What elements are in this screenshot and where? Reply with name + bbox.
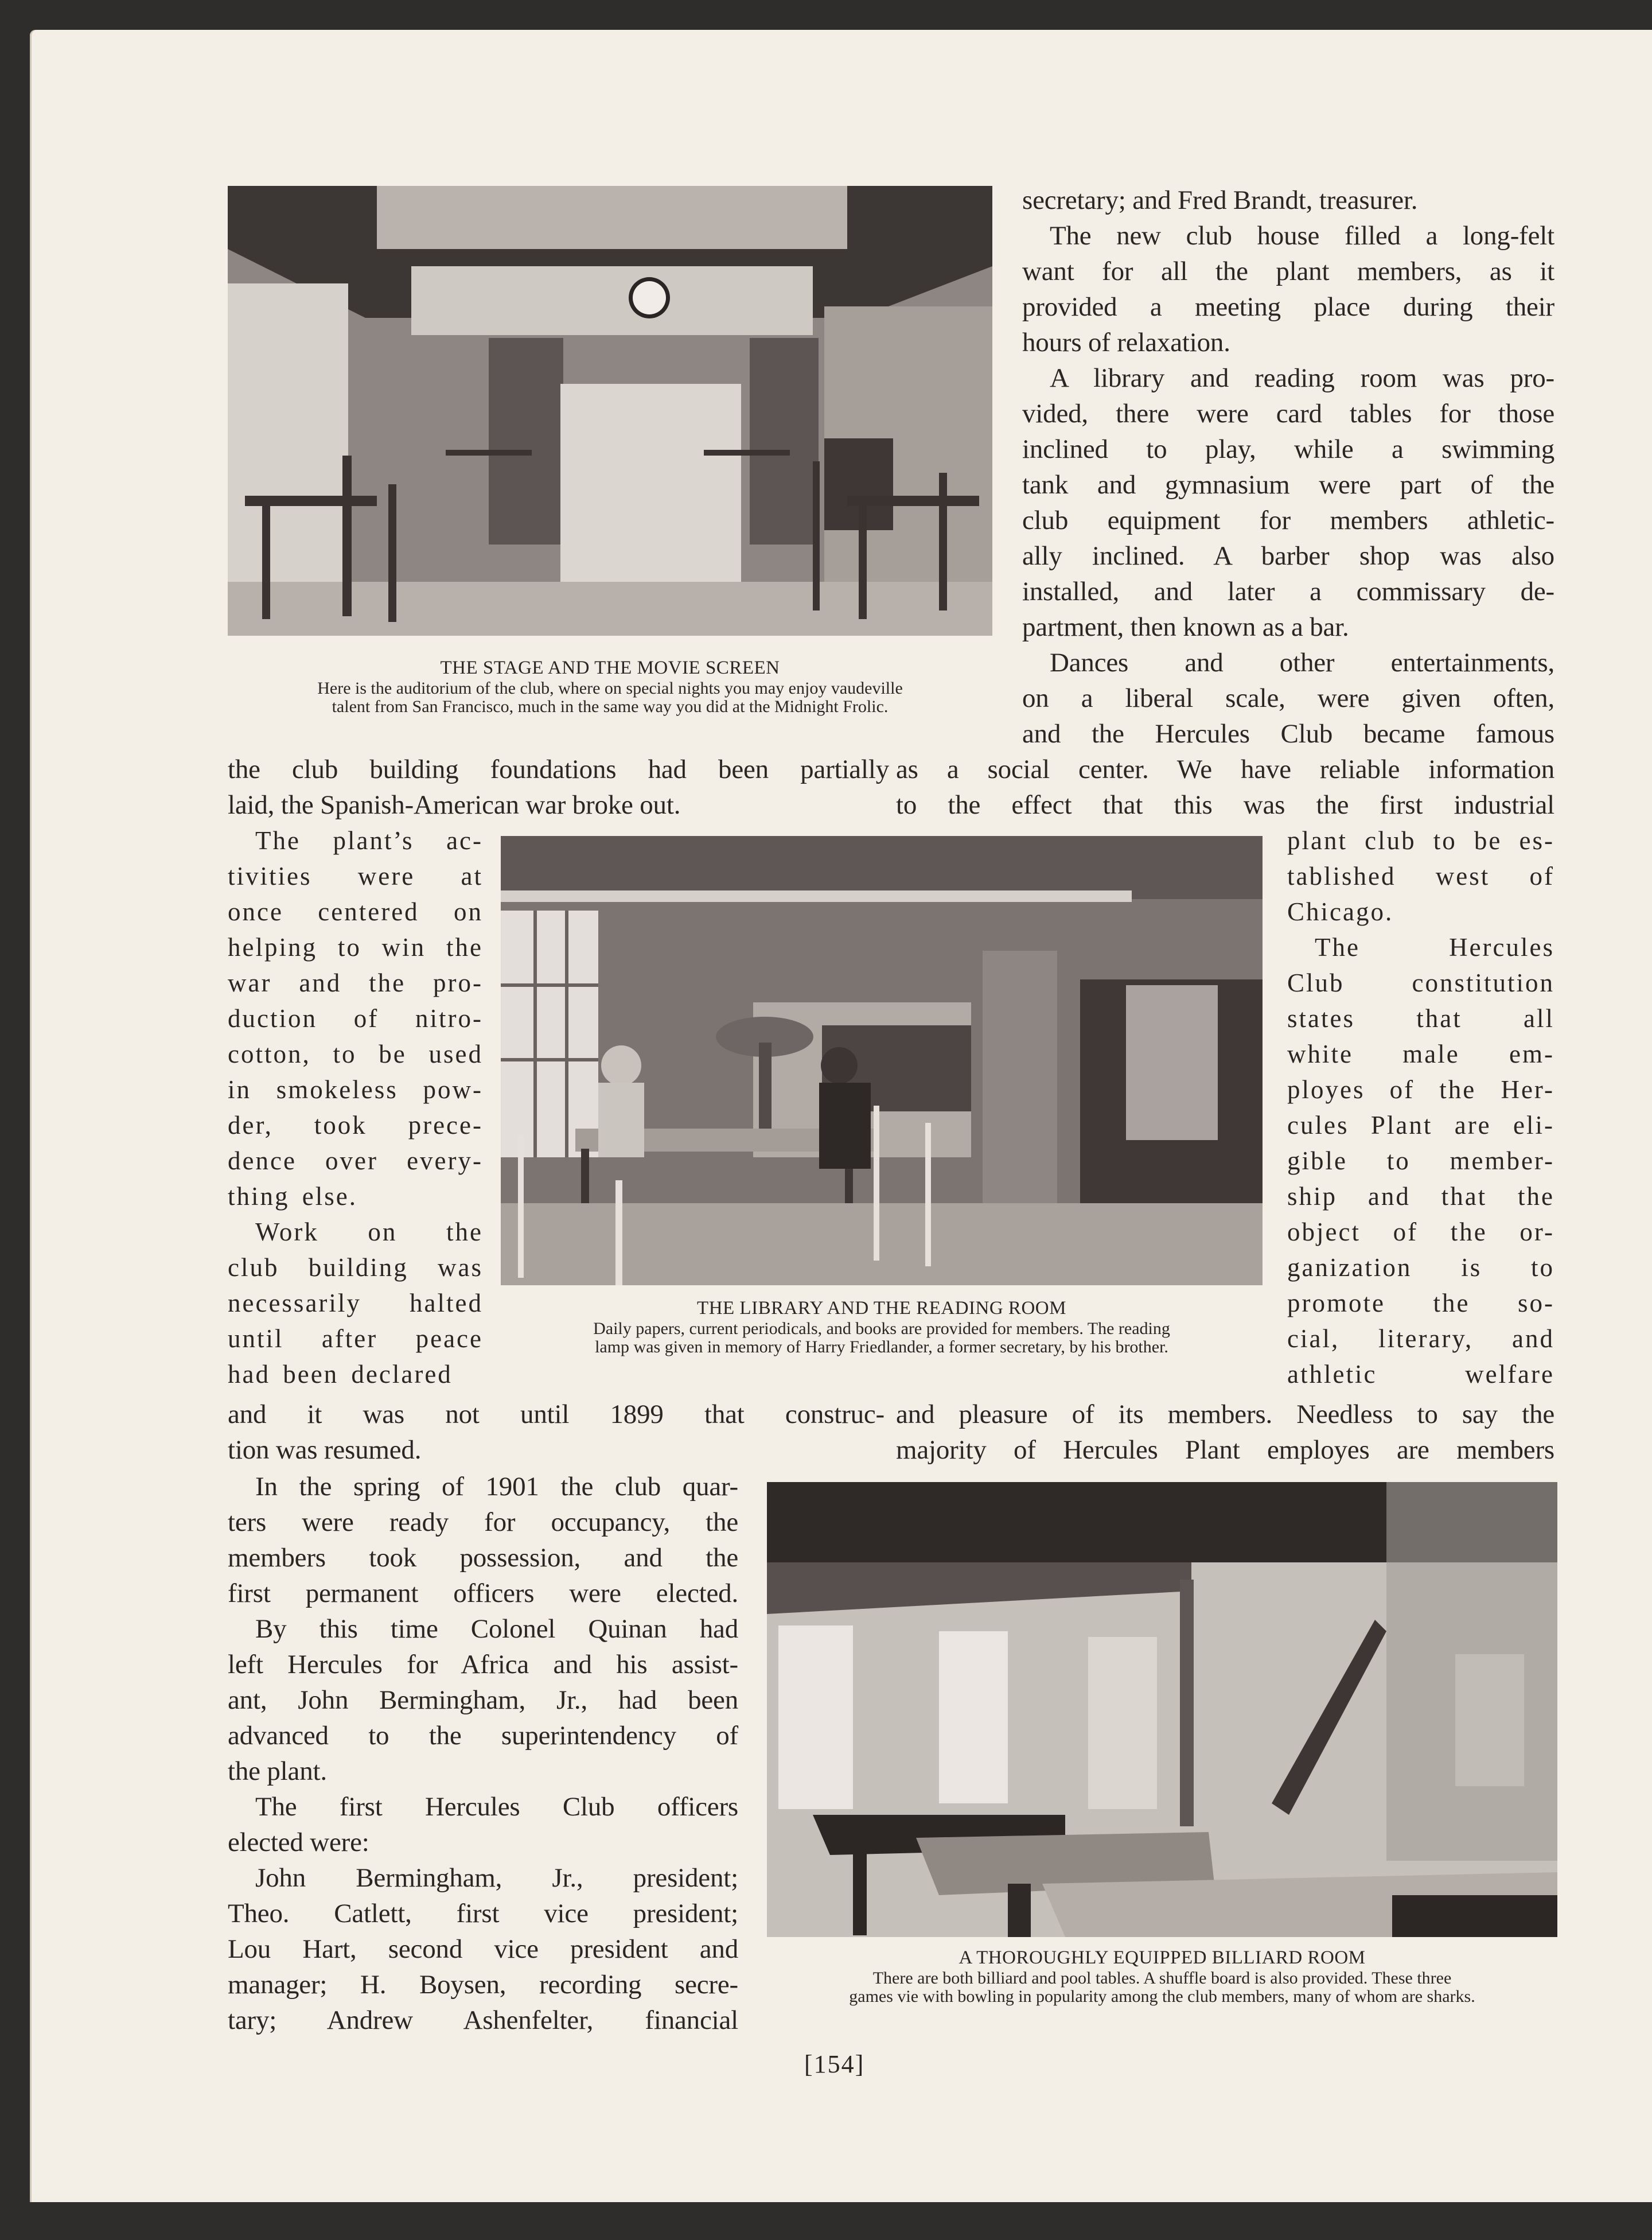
text-line: The Hercules [1315,933,1554,962]
caption-stage-title: THE STAGE AND THE MOVIE SCREEN [440,658,780,678]
text-line: thing else. [228,1182,357,1211]
text-line: as a social center. We have reliable information [896,755,1554,784]
text-line: duction of nitro- [228,1004,483,1033]
text-column-left-lower [228,1397,885,1468]
text-line: until after peace [228,1324,483,1353]
stage-photo-illustration [228,186,992,636]
text-line: left Hercules for Africa and his assist- [228,1650,738,1679]
text-line: ganization is to [1287,1253,1554,1282]
text-line: dence over every- [228,1146,483,1175]
text-column-left-narrow [228,823,483,1392]
text-line: on a liberal scale, were given often, [1022,683,1554,713]
text-line: ally inclined. A barber shop was also [1022,541,1554,571]
text-line: der, took prece- [228,1111,483,1140]
text-line: to the effect that this was the first industrial [896,790,1554,820]
text-line: vided, there were card tables for those [1022,399,1554,429]
caption-library-title: THE LIBRARY AND THE READING ROOM [697,1298,1066,1319]
text-line: Theo. Catlett, first vice president; [228,1899,738,1928]
text-line: manager; H. Boysen, recording secre- [228,1970,738,2000]
caption-billiard-title: A THOROUGHLY EQUIPPED BILLIARD ROOM [959,1947,1366,1968]
billiard-photo-illustration [767,1482,1557,1937]
text-line: provided a meeting place during their [1022,292,1554,322]
caption-library [501,1299,1263,1356]
text-line: members took possession, and the [228,1543,738,1573]
text-column-right-top [1022,182,1554,752]
text-line: and it was not until 1899 that construc- [228,1399,885,1429]
text-line: The new club house filled a long-felt [1050,221,1554,251]
text-line: The first Hercules Club officers [255,1792,738,1822]
text-line: club building was [228,1253,483,1282]
caption-stage [228,659,992,716]
text-line: Chicago. [1287,897,1394,926]
text-line: gible to member- [1287,1146,1554,1175]
text-column-right-narrow [1287,823,1554,1392]
text-line: cial, literary, and [1287,1324,1554,1353]
text-line: elected were: [228,1827,369,1857]
text-line: and pleasure of its members. Needless to say the [896,1399,1554,1429]
text-line: In the spring of 1901 the club quar- [255,1472,738,1502]
caption-billiard [767,1949,1557,2006]
text-line: inclined to play, while a swimming [1022,434,1554,464]
text-line: John Bermingham, Jr., president; [255,1863,738,1893]
text-line: ters were ready for occupancy, the [228,1507,738,1537]
text-line: tank and gymnasium were part of the [1022,470,1554,500]
text-line: ship and that the [1287,1182,1554,1211]
text-line: The plant’s ac- [255,826,483,855]
text-column-left-bottom [228,1469,738,2038]
caption-stage-line: Here is the auditorium of the club, where on special nights you may enjoy vaudeville [317,679,903,698]
text-line: and the Hercules Club became famous [1022,719,1554,749]
text-line: want for all the plant members, as it [1022,256,1554,286]
text-line: first permanent officers were elected. [228,1578,738,1608]
text-line: partment, then known as a bar. [1022,612,1349,642]
text-column-right-mid [896,752,1554,823]
text-line: the plant. [228,1756,327,1786]
caption-library-line: Daily papers, current periodicals, and books are provided for members. The reading [593,1319,1170,1338]
text-line: states that all [1287,1004,1554,1033]
photo-billiard-room [767,1482,1557,1937]
text-line: once centered on [228,897,483,926]
text-line: club equipment for members athletic- [1022,505,1554,535]
text-line: ployes of the Her- [1287,1075,1554,1104]
text-column-left-mid [228,752,889,823]
text-line: in smokeless pow- [228,1075,483,1104]
text-line: object of the or- [1287,1218,1554,1246]
text-line: hours of relaxation. [1022,328,1230,357]
text-line: Lou Hart, second vice president and [228,1934,738,1964]
text-line: By this time Colonel Quinan had [255,1614,738,1644]
caption-billiard-line: There are both billiard and pool tables. A shuffle board is also provided. These three [872,1969,1452,1988]
caption-billiard-line: games vie with bowling in popularity among the club members, many of whom are sharks. [849,1987,1475,2006]
text-line: Dances and other entertainments, [1050,648,1554,678]
caption-library-line: lamp was given in memory of Harry Friedlander, a former secretary, by his brother. [595,1337,1168,1356]
text-line: laid, the Spanish-American war broke out. [228,790,681,820]
text-column-right-lower [896,1397,1554,1468]
magazine-page [30,30,1652,2202]
text-line: cotton, to be used [228,1040,483,1068]
text-line: Club constitution [1287,969,1554,997]
page-number: [154] [804,2050,865,2078]
text-line: white male em- [1287,1040,1554,1068]
text-line: installed, and later a commissary de- [1022,577,1554,606]
text-line: necessarily halted [228,1289,483,1317]
text-line: war and the pro- [228,969,483,997]
text-line: had been declared [228,1360,453,1389]
text-line: ant, John Bermingham, Jr., had been [228,1685,738,1715]
text-line: tary; Andrew Ashenfelter, financial [228,2005,738,2035]
text-line: majority of Hercules Plant employes are members [896,1435,1554,1465]
text-line: tablished west of [1287,862,1554,890]
photo-library-and-reading-room [501,836,1263,1285]
text-line: athletic welfare [1287,1360,1554,1389]
text-line: Work on the [255,1218,483,1246]
text-line: secretary; and Fred Brandt, treasurer. [1022,185,1418,215]
caption-stage-line: talent from San Francisco, much in the same way you did at the Midnight Frolic. [332,697,889,716]
photo-stage-and-movie-screen [228,186,992,636]
text-line: promote the so- [1287,1289,1554,1317]
text-line: the club building foundations had been partially [228,755,889,784]
text-line: tion was resumed. [228,1435,422,1465]
text-line: cules Plant are eli- [1287,1111,1554,1140]
text-line: plant club to be es- [1287,826,1554,855]
library-photo-illustration [501,836,1263,1285]
text-line: helping to win the [228,933,483,962]
text-line: advanced to the superintendency of [228,1721,738,1751]
text-line: A library and reading room was pro- [1050,363,1554,393]
text-line: tivities were at [228,862,483,890]
